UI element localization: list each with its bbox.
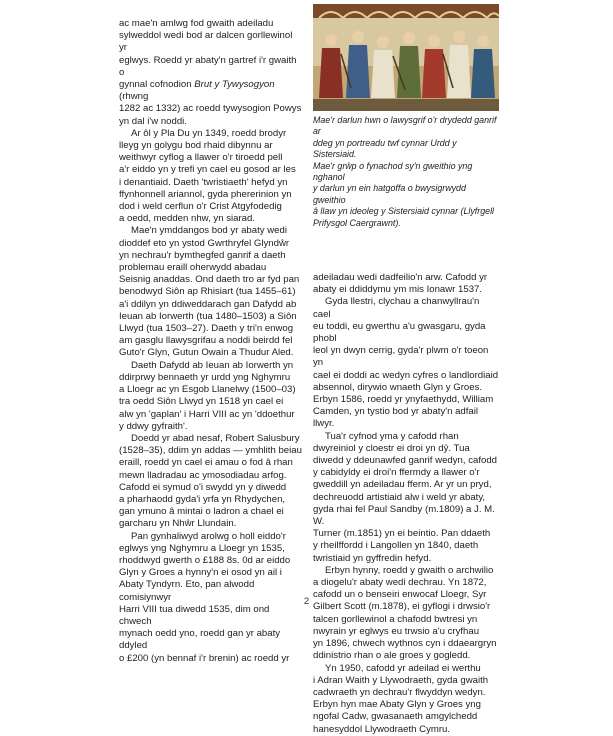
manuscript-illustration xyxy=(313,4,499,111)
paragraph-7: adeiladau wedi dadfeilio'n arw. Cafodd yr abaty ei ddiddymu ym mis Ionawr 1537. xyxy=(313,272,488,296)
left-column xyxy=(119,18,302,665)
paragraph-6: Pan gynhaliwyd arolwg o holl eiddo'r eglwys yng Nghymru a Lloegr yn 1535, rhoddwyd gwerth o £188 8s. 0d ar eiddo Glyn y Groes a hynny'n ei osod yn ail i Abaty Tyndyrn. Eto, pan alwodd comisiynwyr Harri VIII tua diwedd 1535, dim ond chwech mynach oedd yno, roedd gan yr abaty ddyled o £200 (yn bennaf i'r brenin) ac roedd yr xyxy=(119,530,291,664)
paragraph-1: ac mae'n amlwg fod gwaith adeiladu sylweddol wedi bod ar dalcen gorllewinol yr eglwys. Roedd yr abaty'n gartref i'r gwaith o gynnal cofnodion Brut y Tywysogyon (rhwng 1282 ac 1332) ac roedd tywysogion Powys yn dal i'w noddi. xyxy=(119,18,302,127)
page-number: 2 xyxy=(303,596,310,607)
paragraph-8: Gyda llestri, clychau a chanwyllrau'n cael eu toddi, eu gwerthu a'u gwasgaru, gyda phobl leol yn dwyn cerrig, gyda'r plwm o'r toeon yn cael ei doddi ac wedyn cyfres o landlordiaid absennol, dirywio wnaeth Glyn y Groes. Erbyn 1586, roedd yr ynyfaethydd, William Camden, yn tystio bod yr abaty'n adfail llwyr. xyxy=(313,296,499,430)
paragraph-4: Daeth Dafydd ab Ieuan ab Iorwerth yn ddirprwy bennaeth yr urdd yng Nghymru a Lloegr ac yn Esgob Llanelwy (1500–03) tra oedd Siôn Llwyd yn 1518 yn cael ei alw yn 'gaplan' i Harri VIII ac yn 'ddoethur y ddwy gyfraith'. xyxy=(119,359,296,432)
right-column xyxy=(313,272,499,736)
paragraph-5: Doedd yr abad nesaf, Robert Salusbury (1528–35), ddim yn addas — ymhlith beiau eraill, roedd yn cael ei amau o fod â rhan mewn lladradau ac ymosodiadau arfog. Cafodd ei symud o'i swydd yn y diwedd a pharhaodd gyda'i yrfa yn Rhydychen, gan ymuno â mintai o ladron a chael ei garcharu yn Nhŵr Llundain. xyxy=(119,432,302,530)
image-caption: Mae'r darlun hwn o lawysgrif o'r drydedd ganrif ar ddeg yn portreadu twf cynnar Urdd y Sistersiaid. Mae'r grŵp o fynachod sy'n gweithio yng nghanol y darlun yn ein hatgoffa o bwysigrwydd gweithio â llaw yn ideoleg y Sistersiaid cynnar (Llyfrgell Prifysgol Caergrawnt). xyxy=(313,115,497,228)
brut-title: Brut y Tywysogyon xyxy=(194,79,275,91)
paragraph-3: Mae'n ymddangos bod yr abaty wedi dioddef eto yn ystod Gwrthryfel Glyndŵr yn nechrau'r bymthegfed ganrif a daeth problemau eraill oherwydd abadau Seisnig anaddas. Ond daeth tro ar fyd pan benodwyd Siôn ap Rhisiart (tua 1455–61) a'i ddilyn yn ddiweddarach gan Dafydd ab Ieuan ab Iorwerth (tua 1480–1503) a Siôn Llwyd (tua 1503–27). Daeth y tri'n enwog am gasglu llawysgrifau a noddi beirdd fel Guto'r Glyn, Gutun Owain a Thudur Aled. xyxy=(119,225,300,359)
paragraph-10: Erbyn hynny, roedd y gwaith o archwilio a diogelu'r abaty wedi dechrau. Yn 1872, cafodd un o benseiri enwocaf Lloegr, Syr Gilbert Scott (m.1878), ei gyflogi i drwsio'r talcen gorllewinol a chafodd bwtresi yn nwyrain yr eglwys eu trwsio a'u cryfhau yn 1896, chwech wythnos cyn i ddaeargryn ddinistrio rhan o ale groes y gogledd. xyxy=(313,564,497,662)
paragraph-11: Yn 1950, cafodd yr adeilad ei werthu i Adran Waith y Llywodraeth, gyda gwaith cadwraeth yn dechrau'r flwyddyn wedyn. Erbyn hyn mae Abaty Glyn y Groes yng ngofal Cadw, gwasanaeth amgylchedd hanesyddol Llywodraeth Cymru. xyxy=(313,662,489,735)
paragraph-2: Ar ôl y Pla Du yn 1349, roedd brodyr lleyg yn golygu bod rhaid dibynnu ar weithwyr cyflog a llawer o'r tiroedd pell a'r eiddo yn y trefi yn cael eu gosod ar les i denantiaid. Daeth 'twristiaeth' hefyd yn ffynhonnell ariannol, gyda phererinion yn dod i weld cerflun o'r Crist Atgyfodedig a oedd, medden nhw, yn siarad. xyxy=(119,127,296,225)
paragraph-9: Tua'r cyfnod yma y cafodd rhan dwyreiniol y cloestr ei droi yn dŷ. Tua diwedd y ddeunawfed ganrif wedyn, cafodd y cabidyldy ei droi'n ffermdy a llawer o'r gweddill yn adeiladau fferm. Ar yr un pryd, dechreuodd artistiaid alw i weld yr abaty, gyda rhai fel Paul Sandby (m.1809) a J. M. W. Turner (m.1851) yn ei beintio. Pan ddaeth y rheilffordd i Langollen yn 1840, daeth twristiaid yn gyffredin hefyd. xyxy=(313,430,498,564)
